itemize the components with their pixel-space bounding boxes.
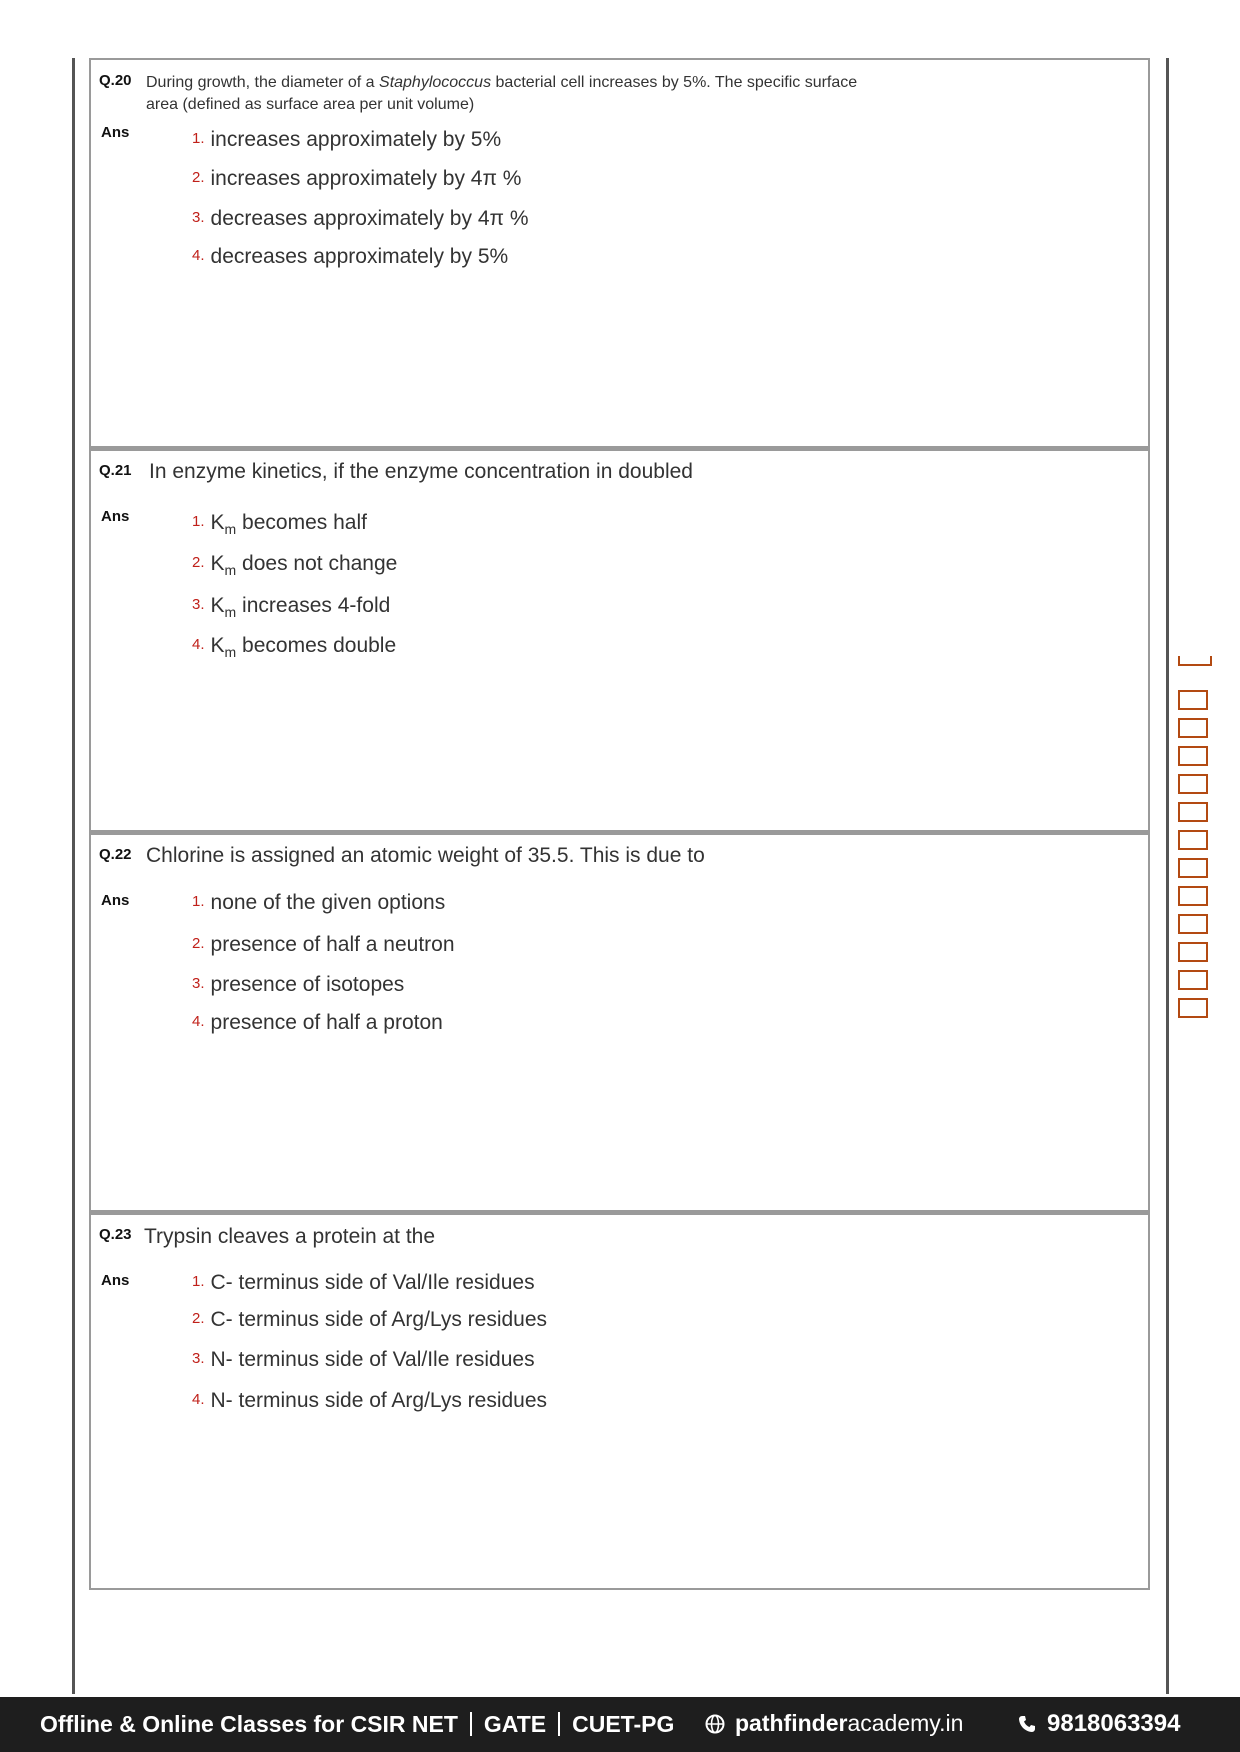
- option-4: 4. $K_m$ becomes double: [192, 634, 397, 661]
- option-2: 2. C- terminus side of Arg/Lys residues: [192, 1308, 548, 1331]
- question-box-q20: [89, 58, 1150, 450]
- side-box: [1178, 942, 1208, 962]
- option-3: 3. N- terminus side of Val/Ile residues: [192, 1348, 535, 1371]
- side-decoration-column: [1178, 690, 1212, 1026]
- question-number: Q.22: [99, 846, 132, 863]
- option-2: 2. increases approximately by 4π %: [192, 167, 522, 190]
- side-box: [1178, 746, 1208, 766]
- side-box: [1178, 886, 1208, 906]
- side-box: [1178, 998, 1208, 1018]
- side-decoration-top: [1178, 656, 1212, 666]
- side-box: [1178, 830, 1208, 850]
- question-box-q22: [89, 830, 1150, 1214]
- question-box-q21: [89, 446, 1150, 834]
- side-box: [1178, 858, 1208, 878]
- question-box-q23: [89, 1210, 1150, 1590]
- side-box: [1178, 970, 1208, 990]
- option-1: 1. $K_m$ becomes half: [192, 511, 367, 538]
- footer-courses: Offline & Online Classes for CSIR NET GATE CUET-PG: [40, 1711, 675, 1737]
- option-3: 3. $K_m$ increases 4-fold: [192, 594, 391, 621]
- option-3: 3. presence of isotopes: [192, 973, 405, 996]
- answer-label: Ans: [101, 508, 130, 525]
- option-4: 4. decreases approximately by 5%: [192, 245, 509, 268]
- question-number: Q.21: [99, 462, 132, 479]
- question-text: In enzyme kinetics, if the enzyme concentration in doubled: [149, 460, 693, 483]
- side-box: [1178, 802, 1208, 822]
- right-margin-line: [1166, 58, 1169, 1694]
- option-2: 2. presence of half a neutron: [192, 933, 455, 956]
- phone-icon: [1017, 1714, 1037, 1734]
- answer-label: Ans: [101, 892, 130, 909]
- divider: [558, 1712, 560, 1736]
- side-box: [1178, 718, 1208, 738]
- option-1: 1. none of the given options: [192, 891, 446, 914]
- option-4: 4. N- terminus side of Arg/Lys residues: [192, 1389, 548, 1412]
- globe-icon: [705, 1714, 725, 1734]
- question-text: Trypsin cleaves a protein at the: [144, 1225, 436, 1248]
- left-margin-line: [72, 58, 75, 1694]
- footer-banner: [0, 1697, 1240, 1752]
- answer-label: Ans: [101, 124, 130, 141]
- question-text: During growth, the diameter of a Staphylococcus bacterial cell increases by 5%. The specific surface area (defined as surface area per unit volume): [146, 74, 858, 113]
- side-box: [1178, 690, 1208, 710]
- option-1: 1. increases approximately by 5%: [192, 128, 502, 151]
- side-box: [1178, 914, 1208, 934]
- side-box: [1178, 774, 1208, 794]
- question-text: Chlorine is assigned an atomic weight of 35.5. This is due to: [146, 844, 705, 867]
- option-3: 3. decreases approximately by 4π %: [192, 207, 529, 230]
- option-4: 4. presence of half a proton: [192, 1011, 443, 1034]
- divider: [470, 1712, 472, 1736]
- question-number: Q.23: [99, 1226, 132, 1243]
- answer-label: Ans: [101, 1272, 130, 1289]
- footer-phone[interactable]: 9818063394: [1017, 1710, 1180, 1738]
- option-1: 1. C- terminus side of Val/Ile residues: [192, 1271, 535, 1294]
- option-2: 2. $K_m$ does not change: [192, 552, 398, 579]
- footer-website[interactable]: pathfinderacademy.in: [705, 1710, 963, 1737]
- question-number: Q.20: [99, 72, 132, 89]
